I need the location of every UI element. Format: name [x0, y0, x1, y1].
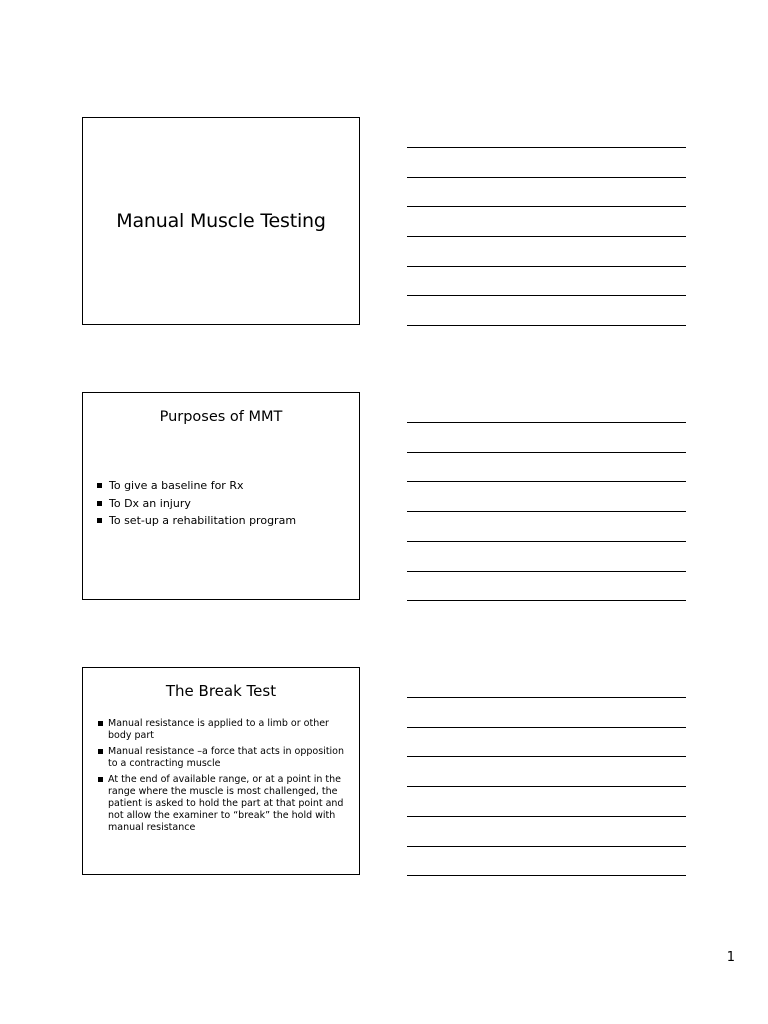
note-line — [407, 541, 686, 542]
slide-2 — [82, 392, 360, 600]
page-number: 1 — [726, 950, 735, 965]
slide-3 — [82, 667, 360, 875]
square-bullet-icon — [97, 501, 102, 506]
note-line — [407, 816, 686, 817]
note-line — [407, 786, 686, 787]
note-line — [407, 325, 686, 326]
note-line — [407, 481, 686, 482]
note-line — [407, 236, 686, 237]
note-line — [407, 147, 686, 148]
note-line — [407, 571, 686, 572]
note-line — [407, 177, 686, 178]
note-line — [407, 295, 686, 296]
note-line — [407, 875, 686, 876]
square-bullet-icon — [98, 777, 103, 782]
list-item: At the end of available range, or at a point in the range where the muscle is most challenged, the patient is asked to hold the part at that point and not allow the examiner to “break” the hold with manual resistance — [98, 774, 347, 834]
list-item: Manual resistance is applied to a limb or other body part — [98, 718, 347, 742]
note-line — [407, 846, 686, 847]
list-item: To Dx an injury — [97, 495, 349, 513]
list-item: To set-up a rehabilitation program — [97, 512, 349, 530]
note-line — [407, 697, 686, 698]
note-line — [407, 266, 686, 267]
note-line — [407, 600, 686, 601]
slide-1 — [82, 117, 360, 325]
list-item: To give a baseline for Rx — [97, 477, 349, 495]
square-bullet-icon — [98, 721, 103, 726]
slide-2-bullet-list — [97, 477, 349, 530]
list-item: Manual resistance –a force that acts in opposition to a contracting muscle — [98, 746, 347, 770]
note-line — [407, 727, 686, 728]
slide-1-title: Manual Muscle Testing — [116, 210, 326, 232]
note-line — [407, 452, 686, 453]
note-line — [407, 511, 686, 512]
square-bullet-icon — [98, 749, 103, 754]
note-line — [407, 206, 686, 207]
slide-3-title: The Break Test — [165, 682, 277, 700]
slide-2-title: Purposes of MMT — [159, 409, 283, 425]
square-bullet-icon — [97, 518, 102, 523]
slide-3-bullet-list — [98, 718, 347, 838]
note-line — [407, 756, 686, 757]
note-line — [407, 422, 686, 423]
square-bullet-icon — [97, 483, 102, 488]
